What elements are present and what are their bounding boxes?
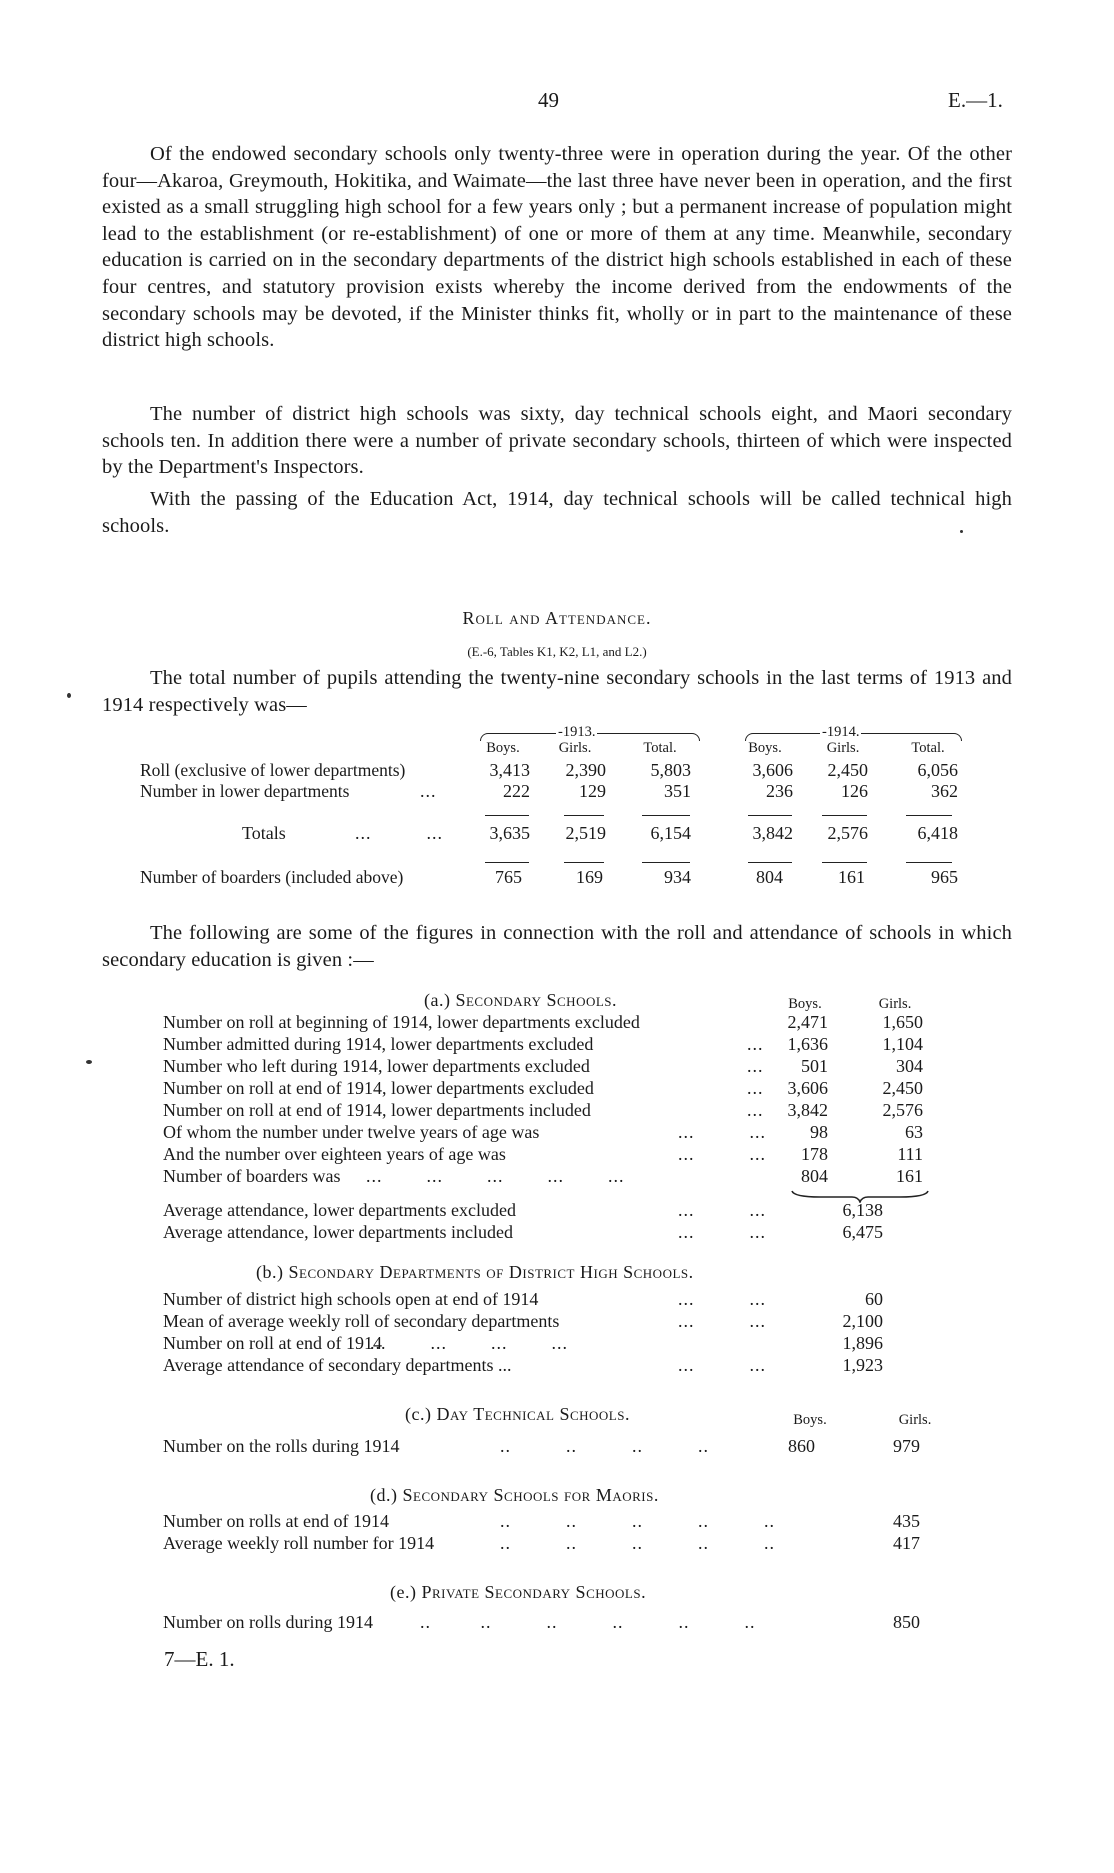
value-boys: 860 — [788, 1436, 815, 1456]
list-item-label: Number on rolls during 1914 — [163, 1612, 373, 1632]
list-item-label: Number of boarders was — [163, 1166, 341, 1186]
value-girls: 2,450 — [882, 1078, 923, 1098]
leader-dots: ... ... — [678, 1200, 766, 1220]
value-total: 1,896 — [842, 1333, 883, 1353]
value-boys: 98 — [810, 1122, 828, 1142]
document-reference: E.—1. — [948, 88, 1003, 112]
table-cell: 2,450 — [827, 760, 868, 780]
leader-dots: .. .. .. .. — [500, 1436, 709, 1456]
sum-rule — [485, 815, 529, 816]
value-total: 435 — [893, 1511, 920, 1531]
table-cell: 765 — [495, 867, 522, 887]
table-row-label: Number in lower departments — [140, 781, 350, 801]
leader-dots: ... ... — [678, 1144, 766, 1164]
year-label-1914: -1914. — [822, 724, 860, 740]
value-girls: 304 — [896, 1056, 923, 1076]
print-speck — [86, 1060, 92, 1064]
value-total: 1,923 — [842, 1355, 883, 1375]
table-cell: 161 — [838, 867, 865, 887]
table-cell: 3,606 — [752, 760, 793, 780]
table-cell: 3,635 — [489, 823, 530, 843]
value-boys: 2,471 — [787, 1012, 828, 1032]
paragraph-total-pupils: The total number of pupils attending the twenty-nine secondary schools in the last terms of 1913 and 1914 respectively was— — [102, 667, 1012, 716]
list-item-label: And the number over eighteen years of age was — [163, 1144, 506, 1164]
list-item-label: Number on roll at end of 1914, lower departments included — [163, 1100, 591, 1120]
section-e-prefix: (e.) — [390, 1582, 417, 1602]
section-a-title-text: Secondary Schools. — [455, 990, 618, 1010]
column-header-boys: Boys. — [788, 996, 822, 1012]
leader-dots: ... — [420, 781, 437, 801]
table-cell: 126 — [841, 781, 868, 801]
column-header-boys-1914: Boys. — [748, 740, 782, 756]
sum-rule — [822, 815, 867, 816]
value-girls: 1,650 — [882, 1012, 923, 1032]
leader-dots: ... ... — [678, 1122, 766, 1142]
column-header-total-1913: Total. — [643, 740, 677, 756]
value-girls: 2,576 — [882, 1100, 923, 1120]
leader-dots: ... — [747, 1034, 764, 1054]
table-cell: 236 — [766, 781, 793, 801]
sum-rule — [642, 815, 690, 816]
value-girls: 979 — [893, 1436, 920, 1456]
print-speck — [960, 530, 963, 533]
value-total: 60 — [865, 1289, 883, 1309]
section-b-title — [256, 1262, 694, 1283]
value-girls: 161 — [896, 1166, 923, 1186]
leader-dots: ... ... — [678, 1311, 766, 1331]
value-total: 850 — [893, 1612, 920, 1632]
table-cell: 169 — [576, 867, 603, 887]
table-cell: 222 — [503, 781, 530, 801]
section-a-title — [424, 990, 617, 1011]
list-item-label: Number on rolls at end of 1914 — [163, 1511, 389, 1531]
section-b-prefix: (b.) — [256, 1262, 284, 1282]
value-boys: 3,606 — [787, 1078, 828, 1098]
list-item-label: Of whom the number under twelve years of age was — [163, 1122, 540, 1142]
paragraph-endowed-schools: Of the endowed secondary schools only twenty-three were in operation during the year. Of the other four—Akaroa, Greymouth, Hokitika, and Waimate—the last three have never been in operation, and the first existed as a small struggling high school for a few years only ; but a permanent increase of population might lead to the establishment (or re-establishment) of one or more of them at any time. Meanwhile, secondary education is carried on in the secondary departments of the district high schools established in each of these four centres, and statutory provision exists whereby the income derived from the endowments of the secondary schools may be devoted, if the Minister thinks fit, wholly or in part to the maintenance of these district high schools. — [102, 143, 1012, 352]
section-c-prefix: (c.) — [405, 1404, 432, 1424]
section-b-title-text: Secondary Departments of District High Schools. — [288, 1262, 694, 1282]
sum-rule — [748, 862, 792, 863]
year-label-1913: -1913. — [558, 724, 596, 740]
section-d-prefix: (d.) — [370, 1485, 398, 1505]
leader-dots: ... — [747, 1056, 764, 1076]
sum-rule — [485, 862, 529, 863]
paragraph-education-act: With the passing of the Education Act, 1914, day technical schools will be called technical high schools. — [102, 488, 1012, 537]
leader-dots: ... — [747, 1078, 764, 1098]
sum-rule — [822, 862, 867, 863]
table-cell: 965 — [931, 867, 958, 887]
list-item-label: Mean of average weekly roll of secondary departments — [163, 1311, 560, 1331]
page-number: 49 — [538, 88, 559, 112]
section-title-roll-attendance: Roll and Attendance. — [462, 608, 652, 628]
value-girls: 1,104 — [882, 1034, 923, 1054]
section-subtitle-tables: (E.-6, Tables K1, K2, L1, and L2.) — [467, 644, 647, 659]
column-header-girls-1914: Girls. — [826, 740, 860, 756]
table-cell: 2,576 — [827, 823, 868, 843]
section-c-title — [405, 1404, 630, 1425]
value-boys: 501 — [801, 1056, 828, 1076]
leader-dots: ... ... ... ... ... — [366, 1166, 625, 1186]
sum-rule — [564, 862, 604, 863]
table-cell: 362 — [931, 781, 958, 801]
section-e-title — [390, 1582, 646, 1603]
leader-dots: .. .. .. .. .. .. — [420, 1612, 756, 1632]
section-d-title-text: Secondary Schools for Maoris. — [402, 1485, 659, 1505]
value-total: 417 — [893, 1533, 920, 1553]
list-item-label: Average weekly roll number for 1914 — [163, 1533, 435, 1553]
value-boys: 804 — [801, 1166, 828, 1186]
list-item-label: Number who left during 1914, lower departments excluded — [163, 1056, 590, 1076]
section-a-prefix: (a.) — [424, 990, 451, 1010]
value-total: 6,138 — [842, 1200, 883, 1220]
table-row-label: Roll (exclusive of lower departments) — [140, 760, 406, 780]
leader-dots: .. .. .. .. .. — [500, 1511, 775, 1531]
leader-dots: .. .. .. .. .. — [500, 1533, 775, 1553]
paragraph-following-figures: The following are some of the figures in connection with the roll and attendance of schools in which secondary education is given :— — [102, 922, 1012, 971]
sum-rule — [642, 862, 690, 863]
table-cell: 351 — [664, 781, 691, 801]
value-boys: 178 — [801, 1144, 828, 1164]
list-item-label: Number on the rolls during 1914 — [163, 1436, 400, 1456]
table-cell: 2,519 — [565, 823, 606, 843]
leader-dots: ... ... ... ... — [370, 1333, 568, 1353]
list-item-label: Number admitted during 1914, lower departments excluded — [163, 1034, 594, 1054]
list-item-label: Average attendance, lower departments included — [163, 1222, 514, 1242]
column-header-girls-1913: Girls. — [558, 740, 592, 756]
list-item-label: Number on roll at beginning of 1914, lower departments excluded — [163, 1012, 640, 1032]
section-c-title-text: Day Technical Schools. — [436, 1404, 630, 1424]
value-boys: 3,842 — [787, 1100, 828, 1120]
section-d-title — [370, 1485, 659, 1506]
leader-dots: ... ... — [355, 823, 443, 843]
table-cell: 5,803 — [650, 760, 691, 780]
table-cell: 3,413 — [489, 760, 530, 780]
column-header-girls: Girls. — [898, 1412, 932, 1428]
footer-signature: 7—E. 1. — [164, 1647, 235, 1671]
table-cell: 6,154 — [650, 823, 691, 843]
sum-rule — [906, 815, 952, 816]
list-item-label: Average attendance of secondary departments ... — [163, 1355, 512, 1375]
leader-dots: ... ... — [678, 1222, 766, 1242]
sum-rule — [748, 815, 792, 816]
table-row-label: Number of boarders (included above) — [140, 867, 404, 887]
table-cell: 6,418 — [917, 823, 958, 843]
value-boys: 1,636 — [787, 1034, 828, 1054]
list-item-label: Number on roll at end of 1914 — [163, 1333, 382, 1353]
value-total: 6,475 — [842, 1222, 883, 1242]
leader-dots: ... ... — [678, 1289, 766, 1309]
leader-dots: ... — [747, 1100, 764, 1120]
value-girls: 63 — [905, 1122, 923, 1142]
column-header-boys: Boys. — [793, 1412, 827, 1428]
table-cell: 129 — [579, 781, 606, 801]
table-cell: 6,056 — [917, 760, 958, 780]
table-cell: 3,842 — [752, 823, 793, 843]
table-row-label-totals: Totals — [242, 823, 286, 843]
column-header-girls: Girls. — [878, 996, 912, 1012]
sum-rule — [906, 862, 952, 863]
print-speck — [67, 693, 71, 698]
table-cell: 934 — [664, 867, 691, 887]
list-item-label: Number on roll at end of 1914, lower departments excluded — [163, 1078, 594, 1098]
sum-rule — [564, 815, 604, 816]
paragraph-school-counts: The number of district high schools was sixty, day technical schools eight, and Maori secondary schools ten. In addition there were a number of private secondary schools, thirteen of which were inspected by the Department's Inspectors. — [102, 403, 1012, 479]
list-item-label: Number of district high schools open at end of 1914 — [163, 1289, 539, 1309]
value-total: 2,100 — [842, 1311, 883, 1331]
table-cell: 804 — [756, 867, 783, 887]
leader-dots: ... ... — [678, 1355, 766, 1375]
column-header-boys-1913: Boys. — [486, 740, 520, 756]
column-header-total-1914: Total. — [911, 740, 945, 756]
table-cell: 2,390 — [565, 760, 606, 780]
list-item-label: Average attendance, lower departments excluded — [163, 1200, 516, 1220]
value-girls: 111 — [897, 1144, 923, 1164]
section-e-title-text: Private Secondary Schools. — [421, 1582, 647, 1602]
